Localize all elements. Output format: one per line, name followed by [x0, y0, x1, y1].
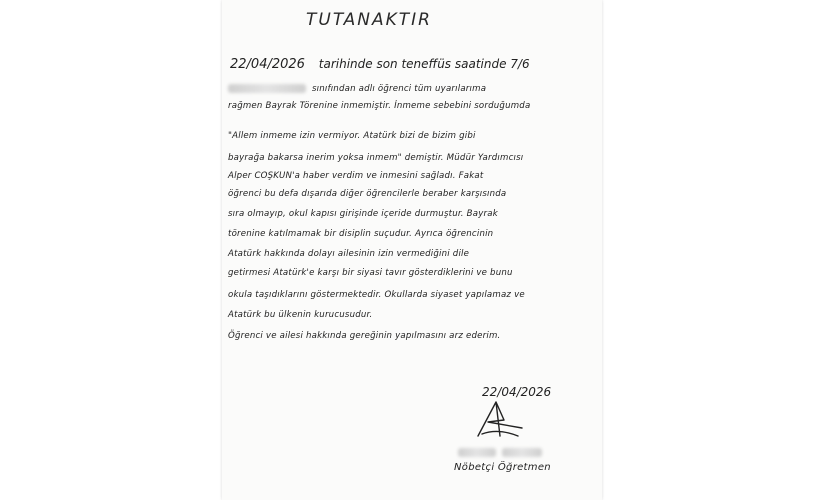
signature-image [470, 398, 530, 440]
blurred-signer-name [458, 442, 542, 461]
text-line-6: Alper COŞKUN'a haber verdim ve inmesini sağladı. Fakat [228, 171, 484, 181]
text-line-13: Atatürk bu ülkenin kurucusudur. [228, 310, 373, 320]
text-line-4: "Allem inmeme izin vermiyor. Atatürk bizi de bizim gibi [228, 131, 476, 141]
signer-role: Nöbetçi Öğretmen [454, 462, 551, 473]
text-line-2 [228, 84, 486, 94]
text-line-7: öğrenci bu defa dışarıda diğer öğrencilerle beraber karşısında [228, 189, 507, 199]
document-date: 22/04/2026 [230, 57, 305, 72]
signature-date: 22/04/2026 [482, 385, 552, 399]
text-line-3: rağmen Bayrak Törenine inmemiştir. İnmeme sebebini sorduğumda [228, 101, 531, 111]
date-line [230, 57, 530, 72]
text-line-11: getirmesi Atatürk'e karşı bir siyasi tavır gösterdiklerini ve bunu [228, 268, 513, 278]
blurred-student-name [228, 84, 306, 93]
text-line-9: törenine katılmamak bir disiplin suçudur. Ayrıca öğrencinin [228, 229, 494, 239]
document-title: TUTANAKTIR [306, 10, 432, 30]
text-line-10: Atatürk hakkında dolayı ailesinin izin vermediğini dile [228, 249, 470, 259]
text-line-14: Öğrenci ve ailesi hakkında gereğinin yapılmasını arz ederim. [228, 331, 501, 341]
text-line-1: tarihinde son teneffüs saatinde 7/6 [318, 57, 530, 71]
text-line-2-content: sınıfından adlı öğrenci tüm uyarılarıma [312, 84, 487, 94]
text-line-5: bayrağa bakarsa inerim yoksa inmem" demiştir. Müdür Yardımcısı [228, 153, 524, 163]
text-line-8: sıra olmayıp, okul kapısı girişinde içeride durmuştur. Bayrak [228, 209, 498, 219]
text-line-12: okula taşıdıklarını göstermektedir. Okullarda siyaset yapılamaz ve [228, 290, 525, 300]
